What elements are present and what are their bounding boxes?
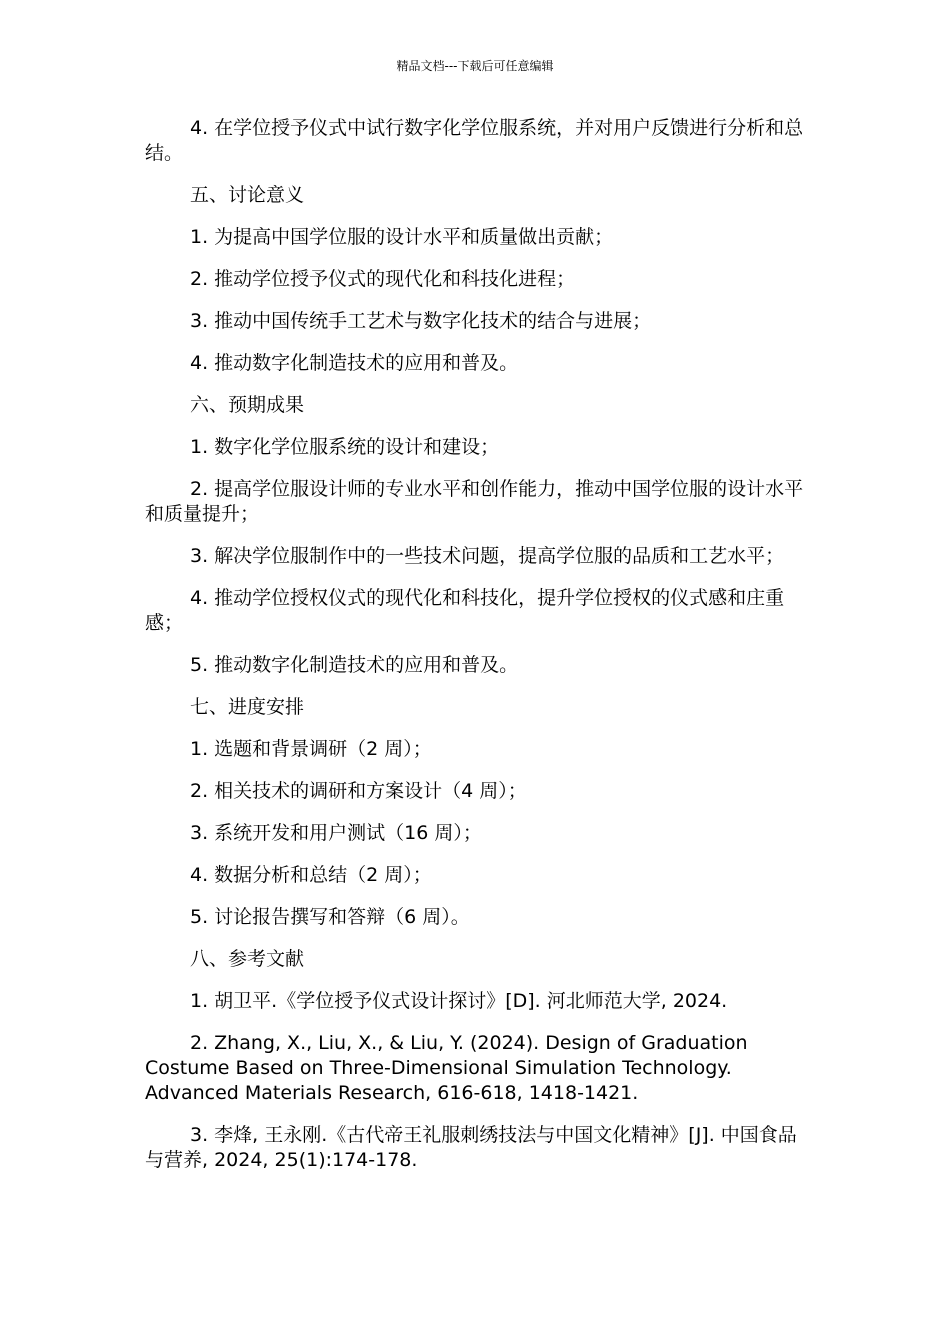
list-item: 5. 推动数字化制造技术的应用和普及。: [190, 654, 519, 676]
list-item: 3. 系统开发和用户测试（16 周）；: [190, 822, 482, 844]
paragraph: 4. 在学位授予仪式中试行数字化学位服系统，并对用户反馈进行分析和总结。: [145, 117, 804, 164]
list-item: 2. 相关技术的调研和方案设计（4 周）；: [190, 780, 527, 802]
list-item: 3. 解决学位服制作中的一些技术问题，提高学位服的品质和工艺水平；: [190, 545, 785, 567]
list-item: 4. 推动学位授权仪式的现代化和科技化，提升学位授权的仪式感和庄重感；: [145, 587, 785, 634]
section-heading: 七、进度安排: [190, 696, 305, 718]
page-header: 精品文档---下载后可任意编辑: [396, 59, 554, 73]
section-heading: 八、参考文献: [190, 948, 305, 970]
list-item: 1. 数字化学位服系统的设计和建设；: [190, 436, 500, 458]
list-item: 2. 推动学位授予仪式的现代化和科技化进程；: [190, 268, 576, 290]
list-item: 1. 选题和背景调研（2 周）；: [190, 738, 432, 760]
section-heading: 五、讨论意义: [190, 184, 305, 206]
section-heading: 六、预期成果: [190, 394, 305, 416]
list-item: 4. 推动数字化制造技术的应用和普及。: [190, 352, 519, 374]
reference-item: 2. Zhang, X., Liu, X., & Liu, Y. (2024). Design of Graduation Costume Based on Three-Dimensional Simulation Technology. Advanced Materials Research, 616-618, 1418-1421.: [145, 1032, 748, 1104]
document-body: [145, 116, 805, 1190]
reference-item: 1. 胡卫平.《学位授予仪式设计探讨》[D]. 河北师范大学, 2024.: [190, 990, 728, 1012]
list-item: 4. 数据分析和总结（2 周）；: [190, 864, 432, 886]
list-item: 2. 提高学位服设计师的专业水平和创作能力，推动中国学位服的设计水平和质量提升；: [145, 478, 804, 525]
list-item: 1. 为提高中国学位服的设计水平和质量做出贡献；: [190, 226, 614, 248]
list-item: 5. 讨论报告撰写和答辩（6 周）。: [190, 906, 470, 928]
reference-item: 3. 李烽, 王永刚.《古代帝王礼服刺绣技法与中国文化精神》[J]. 中国食品与营养, 2024, 25(1):174-178.: [145, 1124, 797, 1171]
list-item: 3. 推动中国传统手工艺术与数字化技术的结合与进展；: [190, 310, 652, 332]
